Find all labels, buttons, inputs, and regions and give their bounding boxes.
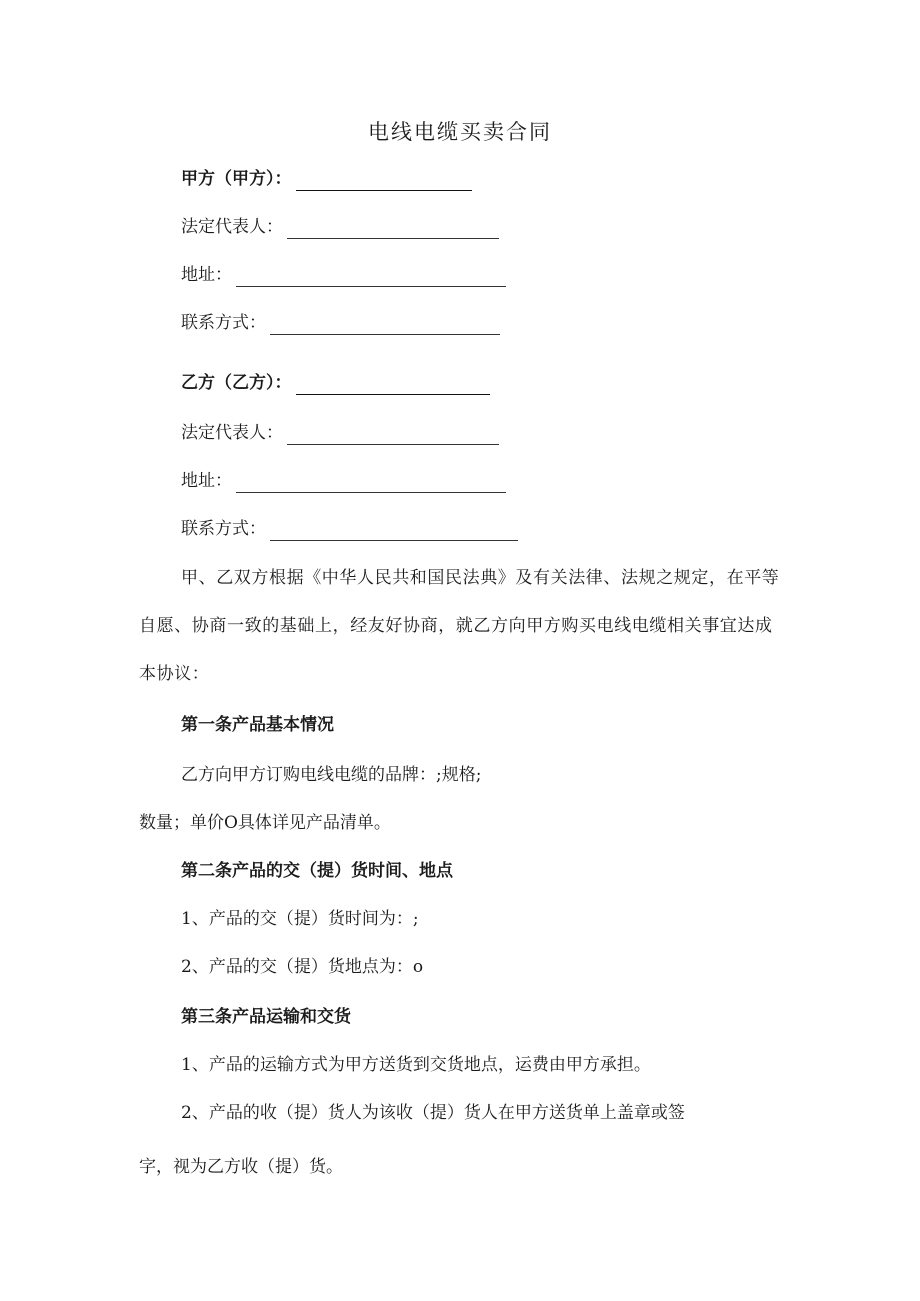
party-a-name-field[interactable] (296, 173, 472, 191)
party-a-heading-row (181, 167, 472, 191)
party-b-contact-field[interactable] (270, 523, 518, 541)
intro-text: 甲、乙双方根据《中华人民共和国民法典》及有关法律、法规之规定，在平等自愿、协商一致的基础上，经友好协商，就乙方向甲方购买电线电缆相关事宜达成本协议： (139, 568, 780, 684)
intro-paragraph (139, 554, 789, 698)
article-3-item-2: 2、产品的收（提）货人为该收（提）货人在甲方送货单上盖章或签 (181, 1103, 685, 1123)
party-b-address-row (181, 469, 506, 493)
party-a-contact-row (181, 311, 500, 335)
article-2-item-1: 1、产品的交（提）货时间为：; (181, 909, 419, 929)
party-a-rep-field[interactable] (287, 221, 499, 239)
party-a-heading: 甲方（甲方）： (181, 169, 292, 189)
party-b-address-label: 地址： (181, 471, 232, 491)
article-3-item-2-cont: 字，视为乙方收（提）货。 (139, 1157, 343, 1177)
party-a-address-row (181, 263, 506, 287)
article-1-line-2: 数量；单价O具体详见产品清单。 (139, 813, 391, 833)
party-b-contact-label: 联系方式： (181, 519, 266, 539)
party-a-address-field[interactable] (236, 269, 506, 287)
party-b-rep-row (181, 421, 499, 445)
article-2-item-2: 2、产品的交（提）货地点为：o (181, 957, 424, 977)
party-a-contact-field[interactable] (270, 317, 500, 335)
party-a-rep-row (181, 215, 499, 239)
party-b-name-field[interactable] (296, 377, 490, 395)
party-a-contact-label: 联系方式： (181, 313, 266, 333)
article-3-item-1: 1、产品的运输方式为甲方送货到交货地点，运费由甲方承担。 (181, 1055, 651, 1075)
party-b-rep-label: 法定代表人： (181, 423, 283, 443)
party-b-rep-field[interactable] (287, 427, 499, 445)
article-1-heading: 第一条产品基本情况 (181, 715, 334, 735)
party-b-contact-row (181, 517, 518, 541)
article-3-heading: 第三条产品运输和交货 (181, 1007, 351, 1027)
party-a-address-label: 地址： (181, 265, 232, 285)
article-1-line-1: 乙方向甲方订购电线电缆的品牌：;规格; (181, 765, 482, 785)
party-b-heading: 乙方（乙方）： (181, 373, 292, 393)
article-2-heading: 第二条产品的交（提）货时间、地点 (181, 861, 453, 881)
document-title: 电线电缆买卖合同 (368, 120, 552, 144)
party-b-heading-row (181, 371, 490, 395)
party-b-address-field[interactable] (236, 475, 506, 493)
party-a-rep-label: 法定代表人： (181, 217, 283, 237)
